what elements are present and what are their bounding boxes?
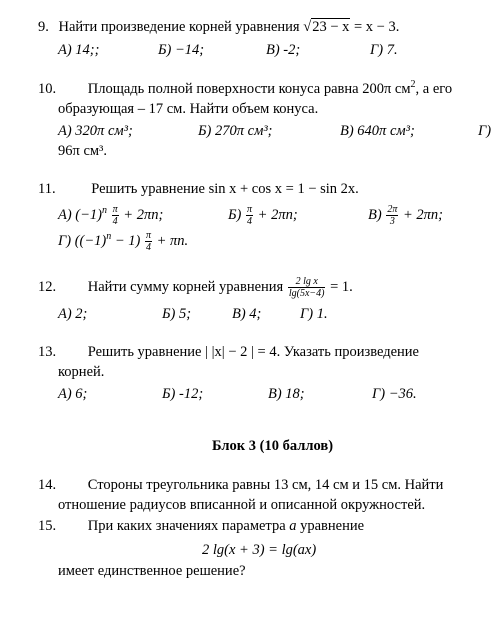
q14-text1: Стороны треугольника равны 13 см, 14 см и 15 см. Найти <box>87 477 444 493</box>
q11-option-c-frac: $\frac{2\pi}{3}$ <box>387 204 398 227</box>
q9-option-d: Г) 7. <box>370 42 398 58</box>
q13-option-d: Г) −36. <box>372 386 417 402</box>
q13-text1: Решить уравнение | |x| − 2 | = 4. Указать произведение <box>87 344 419 360</box>
q11-option-b-pre: Б) <box>228 206 242 223</box>
q9-option-c: В) -2; <box>266 42 301 58</box>
q14-line2: отношение радиусов вписанной и описанной окружностей. <box>58 497 426 513</box>
q9-text: Найти произведение корней уравнения <box>58 19 300 35</box>
q11-option-d <box>58 230 188 253</box>
q10-line1 <box>38 80 452 98</box>
q10-sup: 2 <box>410 79 416 91</box>
q11-option-c <box>368 204 443 227</box>
q12-equation-rest: = 1. <box>330 278 353 295</box>
q11-option-d-frac: $\frac{\pi}{4}$ <box>145 230 151 253</box>
q12-number: 12. <box>38 278 57 295</box>
q9-equation-rest: = x − 3. <box>354 19 400 35</box>
q15-param: а <box>289 518 297 534</box>
q11-option-b-frac: $\frac{\pi}{4}$ <box>247 204 253 227</box>
q10-text1: Площадь полной поверхности конуса равна 200π см <box>87 81 411 97</box>
q15-line2: имеет единственное решение? <box>58 563 246 579</box>
q11-option-d-post: + πn. <box>156 232 189 249</box>
q15-line1 <box>38 517 364 535</box>
q12-frac: $\frac{\text{2 lg x}}{\lg(5x-4)}$ <box>288 276 325 299</box>
q14-line1 <box>38 476 443 494</box>
q11-option-a-frac: $\frac{\pi}{4}$ <box>112 204 118 227</box>
q13-line2: корней. <box>58 364 105 380</box>
q11-option-b <box>228 204 298 227</box>
q15-text1: При каких значениях параметра <box>87 518 286 534</box>
q11-option-c-post: + 2πn; <box>402 206 443 223</box>
q10-number: 10. <box>38 81 57 97</box>
q12-option-c: В) 4; <box>232 306 262 322</box>
q11-option-b-post: + 2πn; <box>257 206 298 223</box>
q11-option-a-post: + 2πn; <box>123 206 164 223</box>
q9-line <box>38 18 399 36</box>
q10-text1-end: , а его <box>415 81 453 97</box>
q15-text1-end: уравнение <box>300 518 365 534</box>
q12-option-a: А) 2; <box>58 306 88 322</box>
q10-option-c: В) 640π см³; <box>340 123 415 139</box>
q9-option-a: А) 14;; <box>58 42 100 58</box>
q13-option-c: В) 18; <box>268 386 305 402</box>
q10-option-d: Г) <box>478 123 492 139</box>
q11-option-d-sup: n <box>106 231 112 242</box>
q12-line <box>38 276 353 299</box>
q11-option-a-sup: n <box>102 205 108 216</box>
q10-option-d-value: 96π см³. <box>58 143 108 159</box>
q11-option-a-pre: А) (−1) <box>58 206 103 223</box>
q15-equation: 2 lg(x + 3) = lg(ax) <box>202 542 317 558</box>
q10-option-a: А) 320π см³; <box>58 123 133 139</box>
q11-option-d-mid: − 1) <box>111 232 141 249</box>
q13-option-a: А) 6; <box>58 386 88 402</box>
q9-radicand: 23 − x <box>312 19 350 35</box>
q12-text: Найти сумму корней уравнения <box>87 278 284 295</box>
q10-line2: образующая – 17 см. Найти объем конуса. <box>58 101 319 117</box>
q9-option-b: Б) −14; <box>158 42 205 58</box>
q11-line <box>38 180 359 198</box>
q11-option-d-pre: Г) ((−1) <box>58 232 107 249</box>
q12-option-d: Г) 1. <box>300 306 328 322</box>
q11-option-c-pre: В) <box>368 206 382 223</box>
q10-option-b: Б) 270π см³; <box>198 123 273 139</box>
block3-title: Блок 3 (10 баллов) <box>212 438 334 454</box>
q12-option-b: Б) 5; <box>162 306 192 322</box>
q11-number: 11. <box>38 181 56 197</box>
q13-line1 <box>38 343 419 361</box>
q14-number: 14. <box>38 477 57 493</box>
q9-sqrt-symbol: √ <box>303 19 312 35</box>
q11-option-a <box>58 204 163 227</box>
q9-number: 9. <box>38 19 49 35</box>
q11-text: Решить уравнение sin x + cos x = 1 − sin 2x. <box>91 181 359 197</box>
q13-option-b: Б) -12; <box>162 386 204 402</box>
q15-number: 15. <box>38 518 57 534</box>
q13-number: 13. <box>38 344 57 360</box>
